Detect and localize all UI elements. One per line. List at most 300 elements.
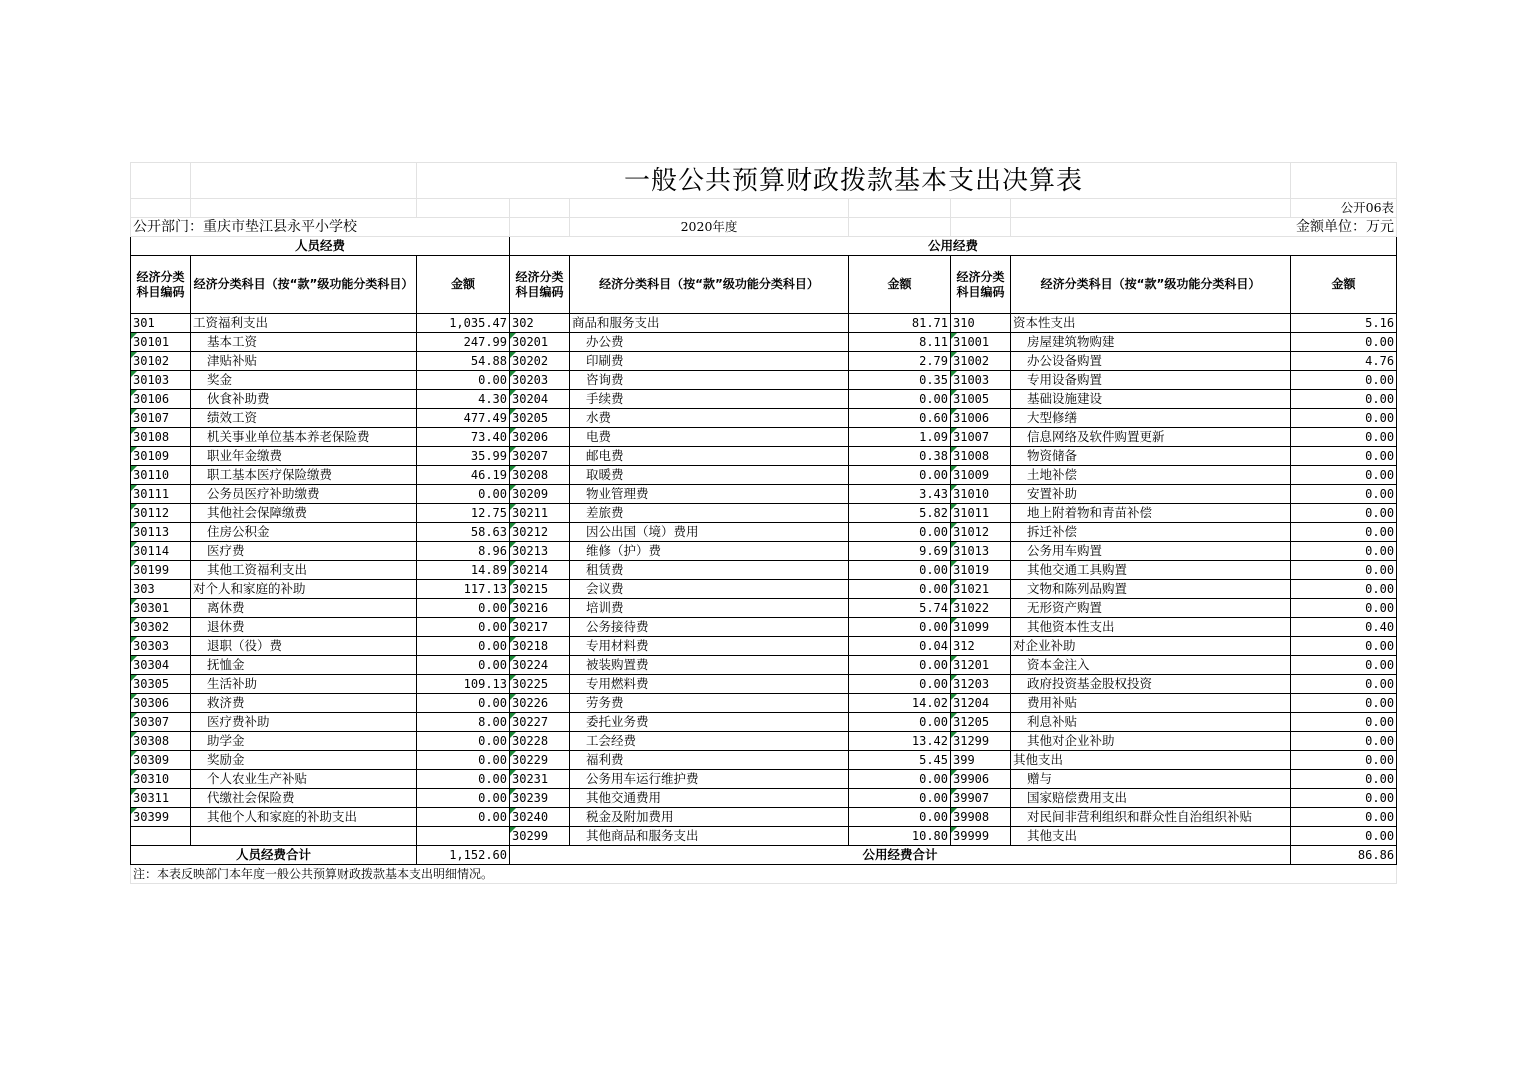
cell-code: 30229	[510, 751, 570, 770]
table-row	[131, 409, 1397, 428]
table-row	[131, 466, 1397, 485]
cell-amount: 117.13	[417, 580, 510, 599]
cell-amount: 1.09	[849, 428, 951, 447]
cell-code: 30103	[131, 371, 191, 390]
cell-amount: 54.88	[417, 352, 510, 371]
cell-amount: 0.00	[1291, 561, 1397, 580]
cell-item-name: 专用燃料费	[570, 675, 849, 694]
expenditure-table	[130, 162, 1397, 884]
cell-code: 312	[951, 637, 1011, 656]
cell-amount: 2.79	[849, 352, 951, 371]
cell-amount: 4.30	[417, 390, 510, 409]
cell-code: 30201	[510, 333, 570, 352]
cell-item-name	[191, 827, 417, 846]
cell-amount: 0.00	[417, 371, 510, 390]
cell-code: 30301	[131, 599, 191, 618]
cell-code: 30212	[510, 523, 570, 542]
cell-item-name: 咨询费	[570, 371, 849, 390]
cell-amount: 0.00	[1291, 637, 1397, 656]
cell-item-name: 赠与	[1011, 770, 1291, 789]
fiscal-year: 2020年度	[570, 218, 849, 237]
cell-amount: 0.00	[849, 523, 951, 542]
cell-code: 31001	[951, 333, 1011, 352]
cell-item-name: 无形资产购置	[1011, 599, 1291, 618]
cell-code: 30204	[510, 390, 570, 409]
cell-amount: 0.35	[849, 371, 951, 390]
cell-code: 39908	[951, 808, 1011, 827]
cell-item-name: 其他资本性支出	[1011, 618, 1291, 637]
cell-item-name: 税金及附加费用	[570, 808, 849, 827]
header-amount: 金额	[1291, 256, 1397, 314]
cell-code: 30216	[510, 599, 570, 618]
cell-amount: 0.00	[1291, 808, 1397, 827]
table-row	[131, 390, 1397, 409]
cell-item-name: 其他工资福利支出	[191, 561, 417, 580]
cell-code: 30302	[131, 618, 191, 637]
cell-amount: 0.00	[1291, 732, 1397, 751]
cell-amount: 0.00	[1291, 542, 1397, 561]
cell-amount: 12.75	[417, 504, 510, 523]
cell-code: 30215	[510, 580, 570, 599]
cell-item-name: 安置补助	[1011, 485, 1291, 504]
cell-amount: 0.00	[849, 770, 951, 789]
cell-item-name: 房屋建筑物购建	[1011, 333, 1291, 352]
cell-item-name: 退职（役）费	[191, 637, 417, 656]
cell-item-name: 机关事业单位基本养老保险费	[191, 428, 417, 447]
cell-code: 399	[951, 751, 1011, 770]
report-sheet	[130, 162, 1396, 884]
cell-item-name: 信息网络及软件购置更新	[1011, 428, 1291, 447]
cell-code: 30213	[510, 542, 570, 561]
cell-amount: 81.71	[849, 314, 951, 333]
cell-amount: 0.00	[1291, 656, 1397, 675]
table-row	[131, 542, 1397, 561]
cell-item-name: 物业管理费	[570, 485, 849, 504]
table-row	[131, 504, 1397, 523]
cell-item-name: 专用材料费	[570, 637, 849, 656]
cell-amount: 5.82	[849, 504, 951, 523]
cell-item-name: 办公设备购置	[1011, 352, 1291, 371]
cell-amount: 0.00	[417, 637, 510, 656]
cell-amount: 109.13	[417, 675, 510, 694]
cell-item-name: 维修（护）费	[570, 542, 849, 561]
cell-code: 30108	[131, 428, 191, 447]
header-code: 经济分类科目编码	[131, 256, 191, 314]
cell-item-name: 退休费	[191, 618, 417, 637]
cell-code: 30303	[131, 637, 191, 656]
cell-code: 30310	[131, 770, 191, 789]
table-row	[131, 523, 1397, 542]
cell-code: 30106	[131, 390, 191, 409]
cell-code: 39906	[951, 770, 1011, 789]
cell-amount: 477.49	[417, 409, 510, 428]
cell-amount: 13.42	[849, 732, 951, 751]
cell-item-name: 政府投资基金股权投资	[1011, 675, 1291, 694]
cell-item-name: 基本工资	[191, 333, 417, 352]
cell-code: 302	[510, 314, 570, 333]
cell-amount: 0.00	[849, 808, 951, 827]
cell-amount: 0.00	[1291, 827, 1397, 846]
cell-amount: 0.60	[849, 409, 951, 428]
cell-item-name: 其他社会保障缴费	[191, 504, 417, 523]
cell-code: 30309	[131, 751, 191, 770]
cell-item-name: 公务用车购置	[1011, 542, 1291, 561]
department-label: 公开部门：重庆市垫江县永平小学校	[131, 218, 510, 237]
cell-item-name: 工资福利支出	[191, 314, 417, 333]
cell-code: 39907	[951, 789, 1011, 808]
cell-amount: 247.99	[417, 333, 510, 352]
section-personnel: 人员经费	[131, 237, 510, 256]
cell-item-name: 印刷费	[570, 352, 849, 371]
cell-item-name: 办公费	[570, 333, 849, 352]
cell-amount: 0.00	[1291, 713, 1397, 732]
cell-item-name: 助学金	[191, 732, 417, 751]
table-row	[131, 637, 1397, 656]
cell-code: 31009	[951, 466, 1011, 485]
cell-amount: 0.04	[849, 637, 951, 656]
cell-amount: 0.00	[1291, 694, 1397, 713]
cell-code: 30113	[131, 523, 191, 542]
cell-code: 30304	[131, 656, 191, 675]
cell-item-name: 救济费	[191, 694, 417, 713]
cell-amount: 5.45	[849, 751, 951, 770]
cell-item-name: 个人农业生产补贴	[191, 770, 417, 789]
cell-item-name: 代缴社会保险费	[191, 789, 417, 808]
cell-amount: 3.43	[849, 485, 951, 504]
cell-code: 30107	[131, 409, 191, 428]
cell-item-name: 利息补贴	[1011, 713, 1291, 732]
cell-amount: 8.96	[417, 542, 510, 561]
table-row	[131, 580, 1397, 599]
cell-item-name: 伙食补助费	[191, 390, 417, 409]
cell-item-name: 土地补偿	[1011, 466, 1291, 485]
cell-amount: 0.00	[1291, 523, 1397, 542]
public-total-amount: 86.86	[1291, 846, 1397, 865]
cell-amount: 0.00	[849, 466, 951, 485]
cell-code: 31013	[951, 542, 1011, 561]
cell-code: 31021	[951, 580, 1011, 599]
cell-amount: 0.00	[417, 789, 510, 808]
cell-code: 30239	[510, 789, 570, 808]
cell-amount: 0.00	[849, 713, 951, 732]
cell-amount: 0.00	[417, 485, 510, 504]
cell-code: 30228	[510, 732, 570, 751]
cell-item-name: 其他商品和服务支出	[570, 827, 849, 846]
cell-code: 30305	[131, 675, 191, 694]
table-row	[131, 333, 1397, 352]
cell-item-name: 因公出国（境）费用	[570, 523, 849, 542]
cell-code: 30101	[131, 333, 191, 352]
cell-amount: 4.76	[1291, 352, 1397, 371]
cell-code: 30209	[510, 485, 570, 504]
cell-code: 30102	[131, 352, 191, 371]
cell-amount: 9.69	[849, 542, 951, 561]
cell-item-name: 对企业补助	[1011, 637, 1291, 656]
cell-item-name: 津贴补贴	[191, 352, 417, 371]
totals-row	[131, 846, 1397, 865]
cell-amount: 14.89	[417, 561, 510, 580]
cell-amount: 0.00	[1291, 409, 1397, 428]
cell-amount: 35.99	[417, 447, 510, 466]
cell-code: 39999	[951, 827, 1011, 846]
cell-code	[131, 827, 191, 846]
cell-amount: 0.00	[417, 732, 510, 751]
cell-code: 31012	[951, 523, 1011, 542]
cell-code: 31205	[951, 713, 1011, 732]
cell-code: 31005	[951, 390, 1011, 409]
cell-amount: 0.00	[417, 808, 510, 827]
cell-item-name: 拆迁补偿	[1011, 523, 1291, 542]
cell-amount: 8.11	[849, 333, 951, 352]
cell-item-name: 医疗费补助	[191, 713, 417, 732]
cell-amount: 0.00	[417, 770, 510, 789]
section-public: 公用经费	[510, 237, 1397, 256]
cell-item-name: 其他对企业补助	[1011, 732, 1291, 751]
cell-item-name: 生活补助	[191, 675, 417, 694]
header-amount: 金额	[417, 256, 510, 314]
cell-amount: 0.00	[1291, 580, 1397, 599]
cell-code: 30114	[131, 542, 191, 561]
cell-amount: 0.00	[1291, 390, 1397, 409]
personnel-total-label: 人员经费合计	[131, 846, 417, 865]
cell-item-name: 其他支出	[1011, 827, 1291, 846]
cell-code: 30311	[131, 789, 191, 808]
table-row	[131, 713, 1397, 732]
cell-code: 310	[951, 314, 1011, 333]
cell-code: 31007	[951, 428, 1011, 447]
table-row	[131, 656, 1397, 675]
cell-code: 30112	[131, 504, 191, 523]
cell-item-name: 委托业务费	[570, 713, 849, 732]
table-row	[131, 352, 1397, 371]
cell-code: 303	[131, 580, 191, 599]
header-code: 经济分类科目编码	[510, 256, 570, 314]
cell-item-name: 对个人和家庭的补助	[191, 580, 417, 599]
cell-item-name: 水费	[570, 409, 849, 428]
cell-code: 30205	[510, 409, 570, 428]
table-row	[131, 485, 1397, 504]
table-row	[131, 371, 1397, 390]
header-amount: 金额	[849, 256, 951, 314]
table-row	[131, 770, 1397, 789]
cell-item-name: 费用补贴	[1011, 694, 1291, 713]
cell-amount: 0.00	[417, 599, 510, 618]
cell-item-name: 地上附着物和青苗补偿	[1011, 504, 1291, 523]
cell-amount: 0.00	[849, 789, 951, 808]
cell-code: 30240	[510, 808, 570, 827]
cell-code: 30306	[131, 694, 191, 713]
cell-amount: 5.74	[849, 599, 951, 618]
table-row	[131, 561, 1397, 580]
cell-item-name: 劳务费	[570, 694, 849, 713]
page-title: 一般公共预算财政拨款基本支出决算表	[417, 163, 1291, 199]
cell-amount: 0.00	[849, 561, 951, 580]
cell-amount: 0.00	[1291, 447, 1397, 466]
cell-item-name: 电费	[570, 428, 849, 447]
cell-item-name: 公务用车运行维护费	[570, 770, 849, 789]
cell-item-name: 被装购置费	[570, 656, 849, 675]
cell-item-name: 医疗费	[191, 542, 417, 561]
cell-item-name: 福利费	[570, 751, 849, 770]
cell-code: 31019	[951, 561, 1011, 580]
cell-item-name: 培训费	[570, 599, 849, 618]
table-row	[131, 751, 1397, 770]
cell-code: 30227	[510, 713, 570, 732]
cell-amount: 0.00	[1291, 485, 1397, 504]
cell-item-name: 工会经费	[570, 732, 849, 751]
cell-amount: 0.00	[1291, 599, 1397, 618]
cell-item-name: 其他支出	[1011, 751, 1291, 770]
cell-code: 31008	[951, 447, 1011, 466]
header-name: 经济分类科目（按“款”级功能分类科目）	[191, 256, 417, 314]
table-row	[131, 732, 1397, 751]
cell-code: 30231	[510, 770, 570, 789]
cell-code: 30226	[510, 694, 570, 713]
cell-amount: 0.00	[1291, 789, 1397, 808]
cell-code: 31003	[951, 371, 1011, 390]
cell-item-name: 绩效工资	[191, 409, 417, 428]
cell-item-name: 邮电费	[570, 447, 849, 466]
cell-item-name: 手续费	[570, 390, 849, 409]
cell-item-name: 住房公积金	[191, 523, 417, 542]
header-code: 经济分类科目编码	[951, 256, 1011, 314]
cell-code: 30110	[131, 466, 191, 485]
cell-amount: 73.40	[417, 428, 510, 447]
cell-item-name: 抚恤金	[191, 656, 417, 675]
cell-code: 31201	[951, 656, 1011, 675]
cell-item-name: 其他交通工具购置	[1011, 561, 1291, 580]
cell-amount: 0.00	[417, 751, 510, 770]
footnote: 注：本表反映部门本年度一般公共预算财政拨款基本支出明细情况。	[131, 865, 1397, 884]
note-row	[131, 865, 1397, 884]
cell-code: 31006	[951, 409, 1011, 428]
table-row	[131, 428, 1397, 447]
cell-amount: 0.00	[1291, 504, 1397, 523]
cell-code: 30199	[131, 561, 191, 580]
cell-code: 30399	[131, 808, 191, 827]
cell-code: 31022	[951, 599, 1011, 618]
cell-item-name: 奖励金	[191, 751, 417, 770]
cell-code: 30308	[131, 732, 191, 751]
cell-code: 30299	[510, 827, 570, 846]
table-row	[131, 789, 1397, 808]
cell-amount: 5.16	[1291, 314, 1397, 333]
cell-amount: 0.00	[1291, 371, 1397, 390]
cell-item-name: 职业年金缴费	[191, 447, 417, 466]
cell-amount: 8.00	[417, 713, 510, 732]
table-row	[131, 314, 1397, 333]
cell-item-name: 会议费	[570, 580, 849, 599]
cell-amount: 0.00	[849, 618, 951, 637]
cell-code: 30206	[510, 428, 570, 447]
cell-item-name: 对民间非营利组织和群众性自治组织补贴	[1011, 808, 1291, 827]
cell-code: 30224	[510, 656, 570, 675]
cell-amount: 0.00	[1291, 466, 1397, 485]
cell-code: 31203	[951, 675, 1011, 694]
cell-item-name: 取暖费	[570, 466, 849, 485]
cell-amount: 0.00	[1291, 428, 1397, 447]
cell-code: 31010	[951, 485, 1011, 504]
cell-amount: 0.38	[849, 447, 951, 466]
table-row	[131, 599, 1397, 618]
table-row	[131, 694, 1397, 713]
cell-item-name: 资本性支出	[1011, 314, 1291, 333]
cell-code: 30208	[510, 466, 570, 485]
cell-amount: 58.63	[417, 523, 510, 542]
cell-amount: 0.00	[849, 656, 951, 675]
cell-code: 30214	[510, 561, 570, 580]
cell-item-name: 资本金注入	[1011, 656, 1291, 675]
cell-item-name: 奖金	[191, 371, 417, 390]
cell-amount: 0.00	[849, 580, 951, 599]
cell-code: 31299	[951, 732, 1011, 751]
cell-item-name: 租赁费	[570, 561, 849, 580]
cell-amount: 0.00	[1291, 675, 1397, 694]
table-row	[131, 808, 1397, 827]
cell-code: 31002	[951, 352, 1011, 371]
cell-item-name: 离休费	[191, 599, 417, 618]
cell-item-name: 差旅费	[570, 504, 849, 523]
cell-item-name: 其他交通费用	[570, 789, 849, 808]
cell-item-name: 公务员医疗补助缴费	[191, 485, 417, 504]
cell-code: 30217	[510, 618, 570, 637]
cell-amount: 0.00	[1291, 770, 1397, 789]
cell-amount: 46.19	[417, 466, 510, 485]
cell-code: 30307	[131, 713, 191, 732]
table-row	[131, 447, 1397, 466]
cell-code: 31204	[951, 694, 1011, 713]
cell-code: 301	[131, 314, 191, 333]
cell-item-name: 物资储备	[1011, 447, 1291, 466]
form-number: 公开06表	[1291, 199, 1397, 218]
cell-item-name: 基础设施建设	[1011, 390, 1291, 409]
table-row	[131, 675, 1397, 694]
cell-amount: 0.00	[417, 618, 510, 637]
cell-code: 30202	[510, 352, 570, 371]
cell-code: 30225	[510, 675, 570, 694]
cell-item-name: 大型修缮	[1011, 409, 1291, 428]
cell-code: 30111	[131, 485, 191, 504]
cell-amount: 1,035.47	[417, 314, 510, 333]
cell-item-name: 公务接待费	[570, 618, 849, 637]
cell-item-name: 职工基本医疗保险缴费	[191, 466, 417, 485]
cell-code: 30109	[131, 447, 191, 466]
cell-item-name: 专用设备购置	[1011, 371, 1291, 390]
table-row	[131, 618, 1397, 637]
cell-amount: 10.80	[849, 827, 951, 846]
cell-item-name: 国家赔偿费用支出	[1011, 789, 1291, 808]
cell-item-name: 文物和陈列品购置	[1011, 580, 1291, 599]
cell-amount: 0.00	[1291, 333, 1397, 352]
unit-label: 金额单位：万元	[1011, 218, 1397, 237]
cell-amount: 0.00	[849, 675, 951, 694]
cell-amount	[417, 827, 510, 846]
cell-amount: 0.00	[849, 390, 951, 409]
cell-code: 31011	[951, 504, 1011, 523]
cell-code: 31099	[951, 618, 1011, 637]
cell-item-name: 其他个人和家庭的补助支出	[191, 808, 417, 827]
header-name: 经济分类科目（按“款”级功能分类科目）	[570, 256, 849, 314]
cell-code: 30218	[510, 637, 570, 656]
cell-amount: 0.00	[417, 656, 510, 675]
cell-amount: 0.40	[1291, 618, 1397, 637]
cell-amount: 0.00	[1291, 751, 1397, 770]
cell-amount: 0.00	[417, 694, 510, 713]
public-total-label: 公用经费合计	[510, 846, 1291, 865]
cell-item-name: 商品和服务支出	[570, 314, 849, 333]
cell-code: 30207	[510, 447, 570, 466]
cell-code: 30211	[510, 504, 570, 523]
